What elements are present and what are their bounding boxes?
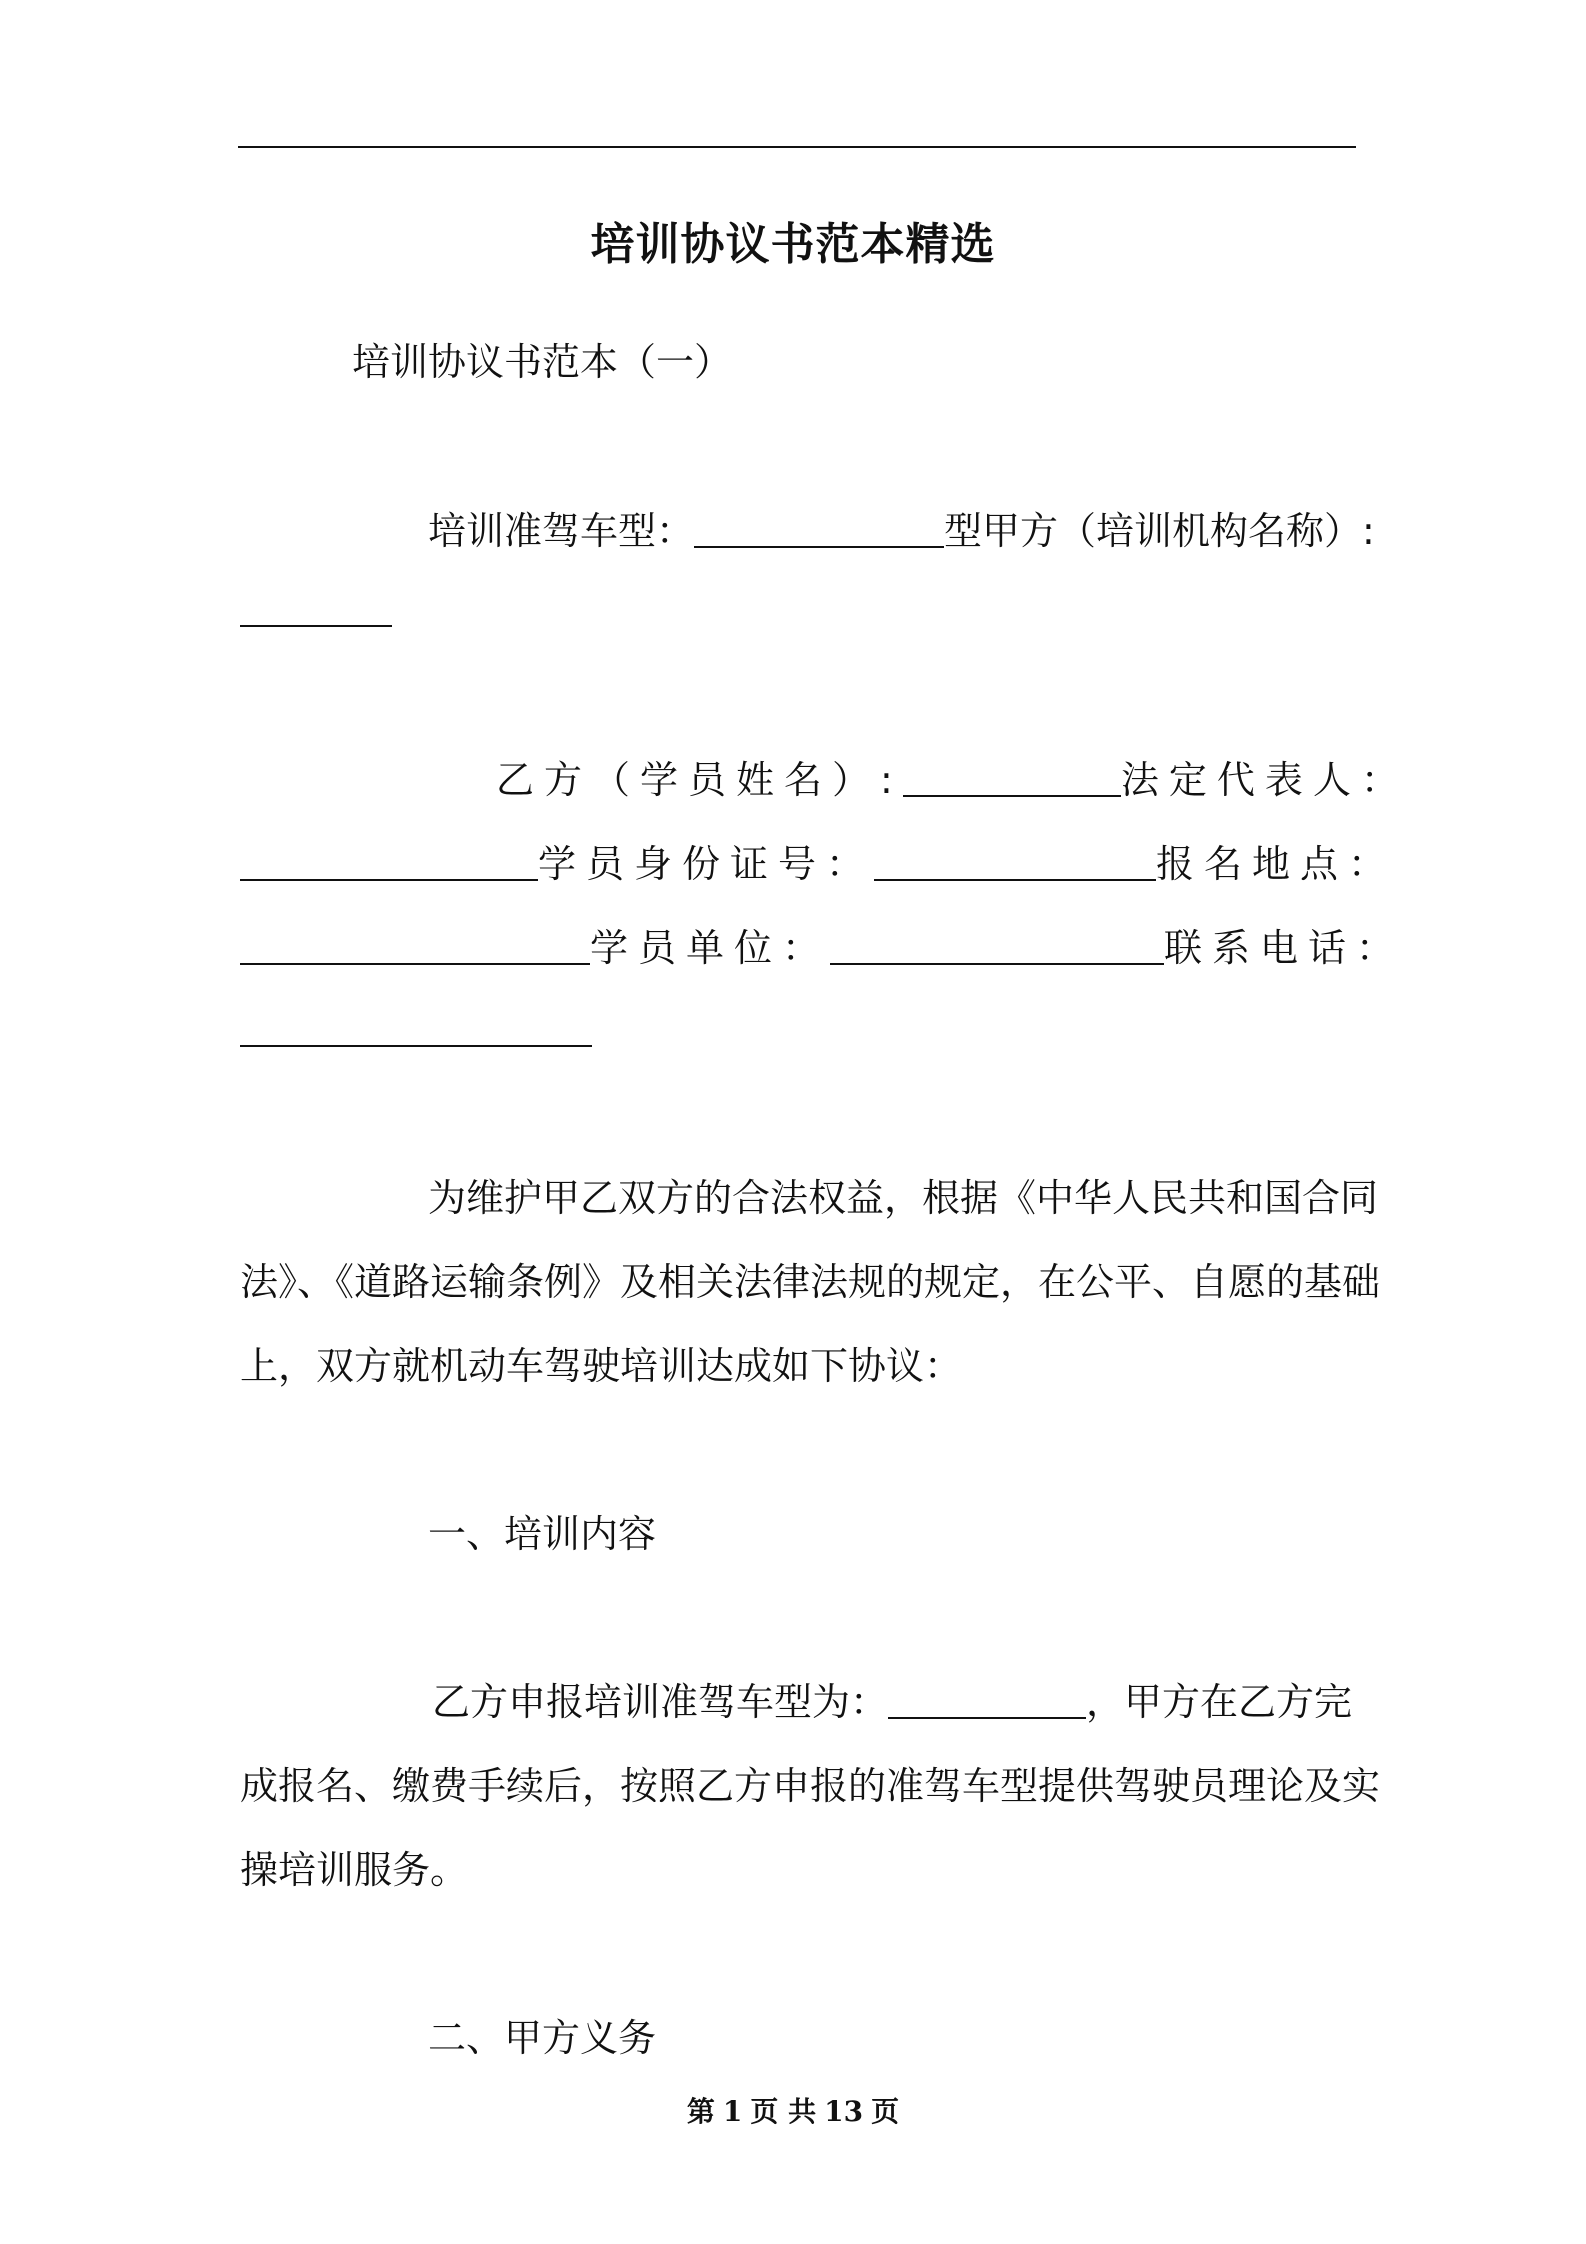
form-line-2 [240,584,392,636]
header-rule [238,146,1356,148]
label-student-unit: 学员单位： [590,926,831,970]
blank-student-name[interactable] [903,759,1121,797]
label-party-a: 型甲方（培训机构名称）: [944,509,1375,553]
footer-middle: 页 共 [750,2095,817,2128]
section-1-heading: 一、培训内容 [428,1512,657,1556]
blank-registration-place[interactable] [240,927,590,965]
blank-legal-rep[interactable] [240,843,538,881]
intro-line-1: 为维护甲乙双方的合法权益，根据《中华人民共和国合同 [428,1176,1379,1220]
intro-line-2: 法》、《道路运输条例》及相关法律法规的规定，在公平、自愿的基础 [240,1260,1381,1304]
blank-party-a-name[interactable] [240,589,392,627]
label-license-type: 培训准驾车型： [428,509,695,553]
form-line-1 [428,505,1375,557]
blank-declared-license-type[interactable] [888,1681,1086,1719]
blank-license-type[interactable] [694,510,944,548]
label-registration-place: 报名地点： [1156,842,1397,886]
footer-current-page: 1 [722,2095,743,2128]
footer-prefix: 第 [686,2095,715,2128]
section-1-text-a: 乙方申报培训准驾车型为： [432,1680,889,1724]
label-legal-rep: 法定代表人： [1120,758,1409,802]
label-phone: 联系电话： [1164,926,1405,970]
blank-id-number[interactable] [874,843,1156,881]
footer-suffix: 页 [871,2095,900,2128]
section-1-line-1 [432,1676,1352,1728]
section-2-heading: 二、甲方义务 [428,2016,657,2060]
blank-student-unit[interactable] [830,927,1164,965]
section-1-line-3: 操培训服务。 [240,1848,469,1892]
form-line-6 [240,1004,592,1056]
section-1-line-2: 成报名、缴费手续后，按照乙方申报的准驾车型提供驾驶员理论及实 [240,1764,1381,1808]
intro-line-3: 上，双方就机动车驾驶培训达成如下协议： [240,1344,963,1388]
footer-total-pages: 13 [824,2095,864,2128]
blank-phone[interactable] [240,1009,592,1047]
section-1-text-b: ，甲方在乙方完 [1086,1680,1353,1724]
label-student-name: 乙方（学员姓名）: [496,758,903,802]
form-line-3 [496,754,1409,806]
subtitle: 培训协议书范本（一） [352,340,733,384]
form-line-5 [240,922,1404,974]
document-title: 培训协议书范本精选 [590,219,996,270]
label-id-number: 学员身份证号： [538,842,875,886]
form-line-4 [240,838,1396,890]
page-footer [0,2090,1586,2130]
